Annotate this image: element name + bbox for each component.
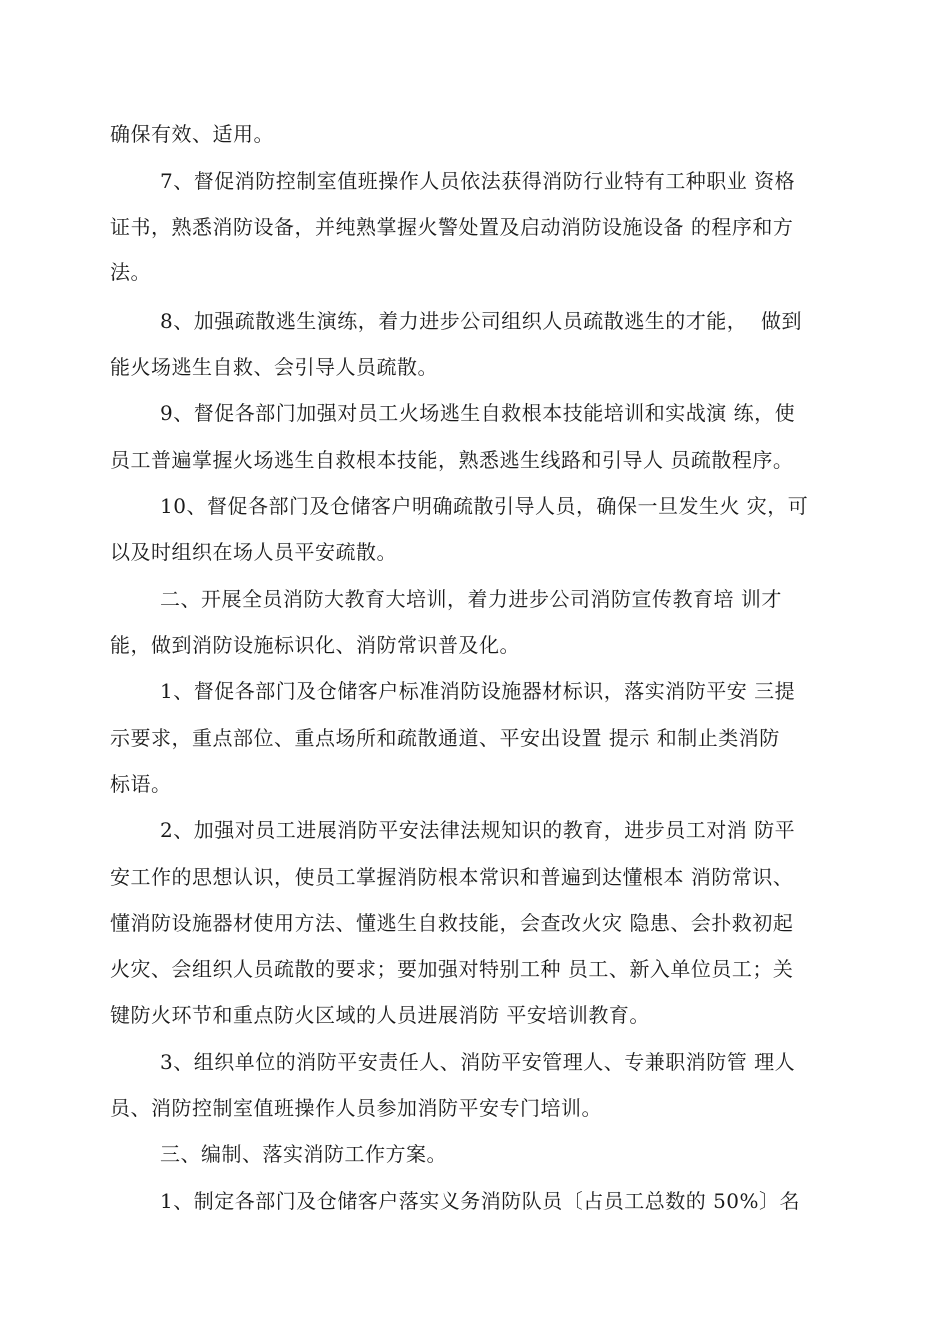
text-line: 7、督促消防控制室值班操作人员依法获得消防行业特有工种职业 资格 [160,169,796,193]
text-line: 10、督促各部门及仓储客户明确疏散引导人员，确保一旦发生火 灾，可 [160,494,809,518]
text-line: 员、消防控制室值班操作人员参加消防平安专门培训。 [110,1096,602,1120]
text-line: 键防火环节和重点防火区域的人员进展消防 平安培训教育。 [110,1003,650,1027]
text-line: 火灾、会组织人员疏散的要求；要加强对特别工种 员工、新入单位员工；关 [110,957,794,981]
text-line: 标语。 [110,772,172,796]
text-line: 安工作的思想认识，使员工掌握消防根本常识和普遍到达懂根本 消防常识、 [110,865,794,889]
text-line: 能，做到消防设施标识化、消防常识普及化。 [110,633,520,657]
text-line: 员工普遍掌握火场逃生自救根本技能，熟悉逃生线路和引导人 员疏散程序。 [110,448,794,472]
text-line: 懂消防设施器材使用方法、懂逃生自救技能，会查改火灾 隐患、会扑救初起 [110,911,794,935]
text-line: 证书，熟悉消防设备，并纯熟掌握火警处置及启动消防设施设备 的程序和方 [110,215,794,239]
text-line: 2、加强对员工进展消防平安法律法规知识的教育，进步员工对消 防平 [160,818,796,842]
text-line: 示要求，重点部位、重点场所和疏散通道、平安出设置 提示 和制止类消防 [110,726,780,750]
text-line: 确保有效、适用。 [110,122,274,146]
text-line: 1、督促各部门及仓储客户标准消防设施器材标识，落实消防平安 三提 [160,679,796,703]
text-line: 1、制定各部门及仓储客户落实义务消防队员〔占员工总数的 50%〕名 [160,1189,801,1213]
text-line: 二、开展全员消防大教育大培训，着力进步公司消防宣传教育培 训才 [160,587,782,611]
text-line: 8、加强疏散逃生演练，着力进步公司组织人员疏散逃生的才能， 做到 [160,309,802,333]
text-line: 3、组织单位的消防平安责任人、消防平安管理人、专兼职消防管 理人 [160,1050,796,1074]
text-line: 三、编制、落实消防工作方案。 [160,1142,447,1166]
text-line: 法。 [110,260,151,284]
text-line: 9、督促各部门加强对员工火场逃生自救根本技能培训和实战演 练，使 [160,401,796,425]
text-line: 能火场逃生自救、会引导人员疏散。 [110,355,438,379]
text-line: 以及时组织在场人员平安疏散。 [110,540,397,564]
